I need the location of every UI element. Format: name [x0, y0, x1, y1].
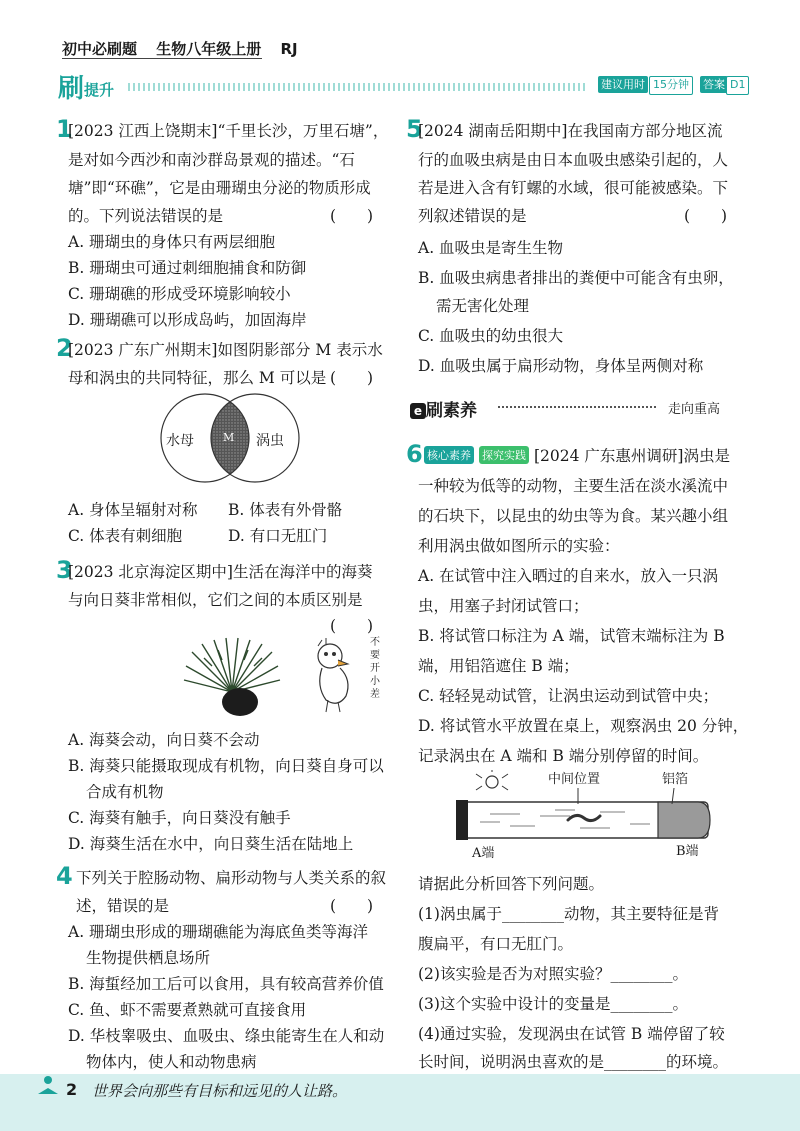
answer-blank: ( ) [330, 207, 374, 225]
q6-step-c: C. 轻轻晃动试管，让涡虫运动到试管中央； [418, 687, 719, 705]
option-d: D. 珊瑚礁可以形成岛屿，加固海岸 [68, 311, 307, 329]
option-b-cont: 需无害化处理 [436, 297, 530, 315]
q5-stem-2: 行的血吸虫病是由日本血吸虫感染引起的，人 [418, 151, 729, 169]
tube-stopper [456, 800, 468, 840]
q6-step-d-cont: 记录涡虫在 A 端和 B 端分别停留的时间。 [418, 747, 709, 765]
a-end-label: A端 [472, 846, 495, 861]
q6-step-a: A. 在试管中注入晒过的自来水，放入一只涡 [418, 567, 719, 585]
edition-code: RJ [280, 40, 298, 58]
question-number: 3 [56, 556, 73, 584]
answer-page: D1 [726, 76, 749, 95]
lamp-icon [476, 770, 508, 790]
question-number: 5 [406, 115, 423, 143]
q6-step-b: B. 将试管口标注为 A 端，试管末端标注为 B [418, 627, 725, 645]
q3-stem-1: [2023 北京海淀区期中]生活在海洋中的海葵 [68, 563, 373, 581]
q1-stem-3: 塘”即“环礁”，它是由珊瑚虫分泌的物质形成 [68, 179, 371, 197]
header-underline [62, 58, 262, 59]
q6-sub1-cont: 腹扁平，有口无肛门。 [418, 935, 574, 953]
q1-stem-1: [2023 江西上饶期末]“千里长沙，万里石塘”， [68, 122, 389, 140]
question-number: 4 [56, 862, 73, 890]
option-d: D. 血吸虫属于扁形动物，身体呈两侧对称 [418, 357, 704, 375]
option-d-cont: 物体内，使人和动物患病 [86, 1053, 257, 1071]
answer-blank: ( ) [684, 207, 728, 225]
cartoon-caption: 不要开小差 [370, 637, 380, 700]
footer-motto: 世界会向那些有目标和远见的人让路。 [92, 1082, 348, 1100]
option-a: A. 海葵会动，向日葵不会动 [68, 731, 260, 749]
option-d: D. 华枝睾吸虫、血吸虫、绦虫能寄生在人和动 [68, 1027, 385, 1045]
answer-blank: ( ) [330, 617, 374, 635]
answer-blank: ( ) [330, 369, 374, 387]
q6-step-d: D. 将试管水平放置在桌上，观察涡虫 20 分钟， [418, 717, 749, 735]
sea-anemone-image [182, 636, 282, 720]
option-a: A. 珊瑚虫的身体只有两层细胞 [68, 233, 276, 251]
q6-stem-0: [2024 广东惠州调研]涡虫是 [534, 447, 730, 465]
time-label: 建议用时 [598, 76, 648, 93]
option-b: B. 体表有外骨骼 [228, 501, 343, 519]
q6-stem-2: 的石块下，以昆虫的幼虫等为食。某兴趣小组 [418, 507, 729, 525]
aluminum-foil [658, 802, 710, 838]
option-a: A. 血吸虫是寄生生物 [418, 239, 564, 257]
q6-sub3: (3)这个实验中设计的变量是________。 [418, 995, 688, 1013]
q2-stem-2: 母和涡虫的共同特征，那么 M 可以是 [68, 369, 327, 387]
q3-stem-2: 与向日葵非常相似，它们之间的本质区别是 [68, 591, 363, 609]
section-dots [498, 406, 658, 408]
q6-sub1: (1)涡虫属于________动物，其主要特征是背 [418, 905, 719, 923]
option-b: B. 血吸虫病患者排出的粪便中可能含有虫卵， [418, 269, 734, 287]
subject-name: 生物八年级上册 [156, 40, 262, 58]
answer-label: 答案 [700, 76, 728, 93]
q1-stem-2: 是对如今西沙和南沙群岛景观的描述。“石 [68, 151, 355, 169]
option-b: B. 海葵只能摄取现成有机物，向日葵自身可以 [68, 757, 384, 775]
core-literacy-badge: 核心素养 [424, 446, 474, 464]
option-c: C. 海葵有触手，向日葵没有触手 [68, 809, 291, 827]
q4-stem-2: 述，错误的是 [76, 897, 170, 915]
venn-right-label: 涡虫 [256, 433, 284, 449]
series-name: 初中必刷题 [62, 40, 138, 58]
q4-stem-1: 下列关于腔肠动物、扁形动物与人类关系的叙 [76, 869, 387, 887]
time-value: 15分钟 [649, 76, 693, 95]
q1-stem-4: 的。下列说法错误的是 [68, 207, 224, 225]
q5-stem-3: 若是进入含有钉螺的水域，很可能被感染。下 [418, 179, 729, 197]
question-number: 6 [406, 440, 423, 468]
q6-stem-3: 利用涡虫做如图所示的实验： [418, 537, 620, 555]
section-right-label: 走向重高 [668, 402, 721, 417]
section-title: e 刷素养 [410, 396, 477, 421]
option-c: C. 珊瑚礁的形成受环境影响较小 [68, 285, 291, 303]
q5-stem-4: 列叙述错误的是 [418, 207, 527, 225]
q6-sub4-cont: 长时间，说明涡虫喜欢的是________的环境。 [418, 1053, 729, 1071]
option-d: D. 有口无肛门 [228, 527, 328, 545]
option-a: A. 身体呈辐射对称 [68, 501, 198, 519]
page-number: 2 [66, 1080, 78, 1099]
answer-blank: ( ) [330, 897, 374, 915]
q6-prompt: 请据此分析回答下列问题。 [418, 875, 605, 893]
foil-label: 铝箔 [662, 772, 689, 787]
section-brand: 刷提升 [58, 74, 115, 104]
q6-sub4: (4)通过实验，发现涡虫在试管 B 端停留了较 [418, 1025, 725, 1043]
question-number: 1 [56, 115, 73, 143]
venn-center-label: M [223, 431, 235, 444]
q6-stem-1: 一种较为低等的动物，主要生活在淡水溪流中 [418, 477, 729, 495]
option-a-cont: 生物提供栖息场所 [86, 949, 211, 967]
option-c: C. 血吸虫的幼虫很大 [418, 327, 564, 345]
b-end-label: B端 [676, 844, 699, 859]
option-b-cont: 合成有机物 [86, 783, 164, 801]
middle-position-label: 中间位置 [548, 772, 601, 787]
page-header [62, 38, 312, 59]
section-icon: e [410, 403, 426, 419]
reading-person-icon [34, 1074, 62, 1098]
q5-stem-1: [2024 湖南岳阳期中]在我国南方部分地区流 [418, 122, 723, 140]
option-a: A. 珊瑚虫形成的珊瑚礁能为海底鱼类等海洋 [68, 923, 369, 941]
q2-stem-1: [2023 广东广州期末]如图阴影部分 M 表示水 [68, 341, 383, 359]
inquiry-badge: 探究实践 [479, 446, 529, 464]
option-b: B. 珊瑚虫可通过刺细胞捕食和防御 [68, 259, 307, 277]
q6-step-b-cont: 端，用铝箔遮住 B 端； [418, 657, 579, 675]
q6-sub2: (2)该实验是否为对照实验？________。 [418, 965, 688, 983]
q6-step-a-cont: 虫，用塞子封闭试管口； [418, 597, 589, 615]
cartoon-bird-image [308, 634, 368, 718]
option-d: D. 海葵生活在水中，向日葵生活在陆地上 [68, 835, 354, 853]
option-c: C. 鱼、虾不需要煮熟就可直接食用 [68, 1001, 307, 1019]
question-number: 2 [56, 334, 73, 362]
option-c: C. 体表有刺细胞 [68, 527, 183, 545]
venn-left-label: 水母 [166, 433, 194, 449]
anemone-body [222, 688, 258, 716]
banner-dots [128, 83, 588, 91]
option-b: B. 海蜇经加工后可以食用，具有较高营养价值 [68, 975, 384, 993]
